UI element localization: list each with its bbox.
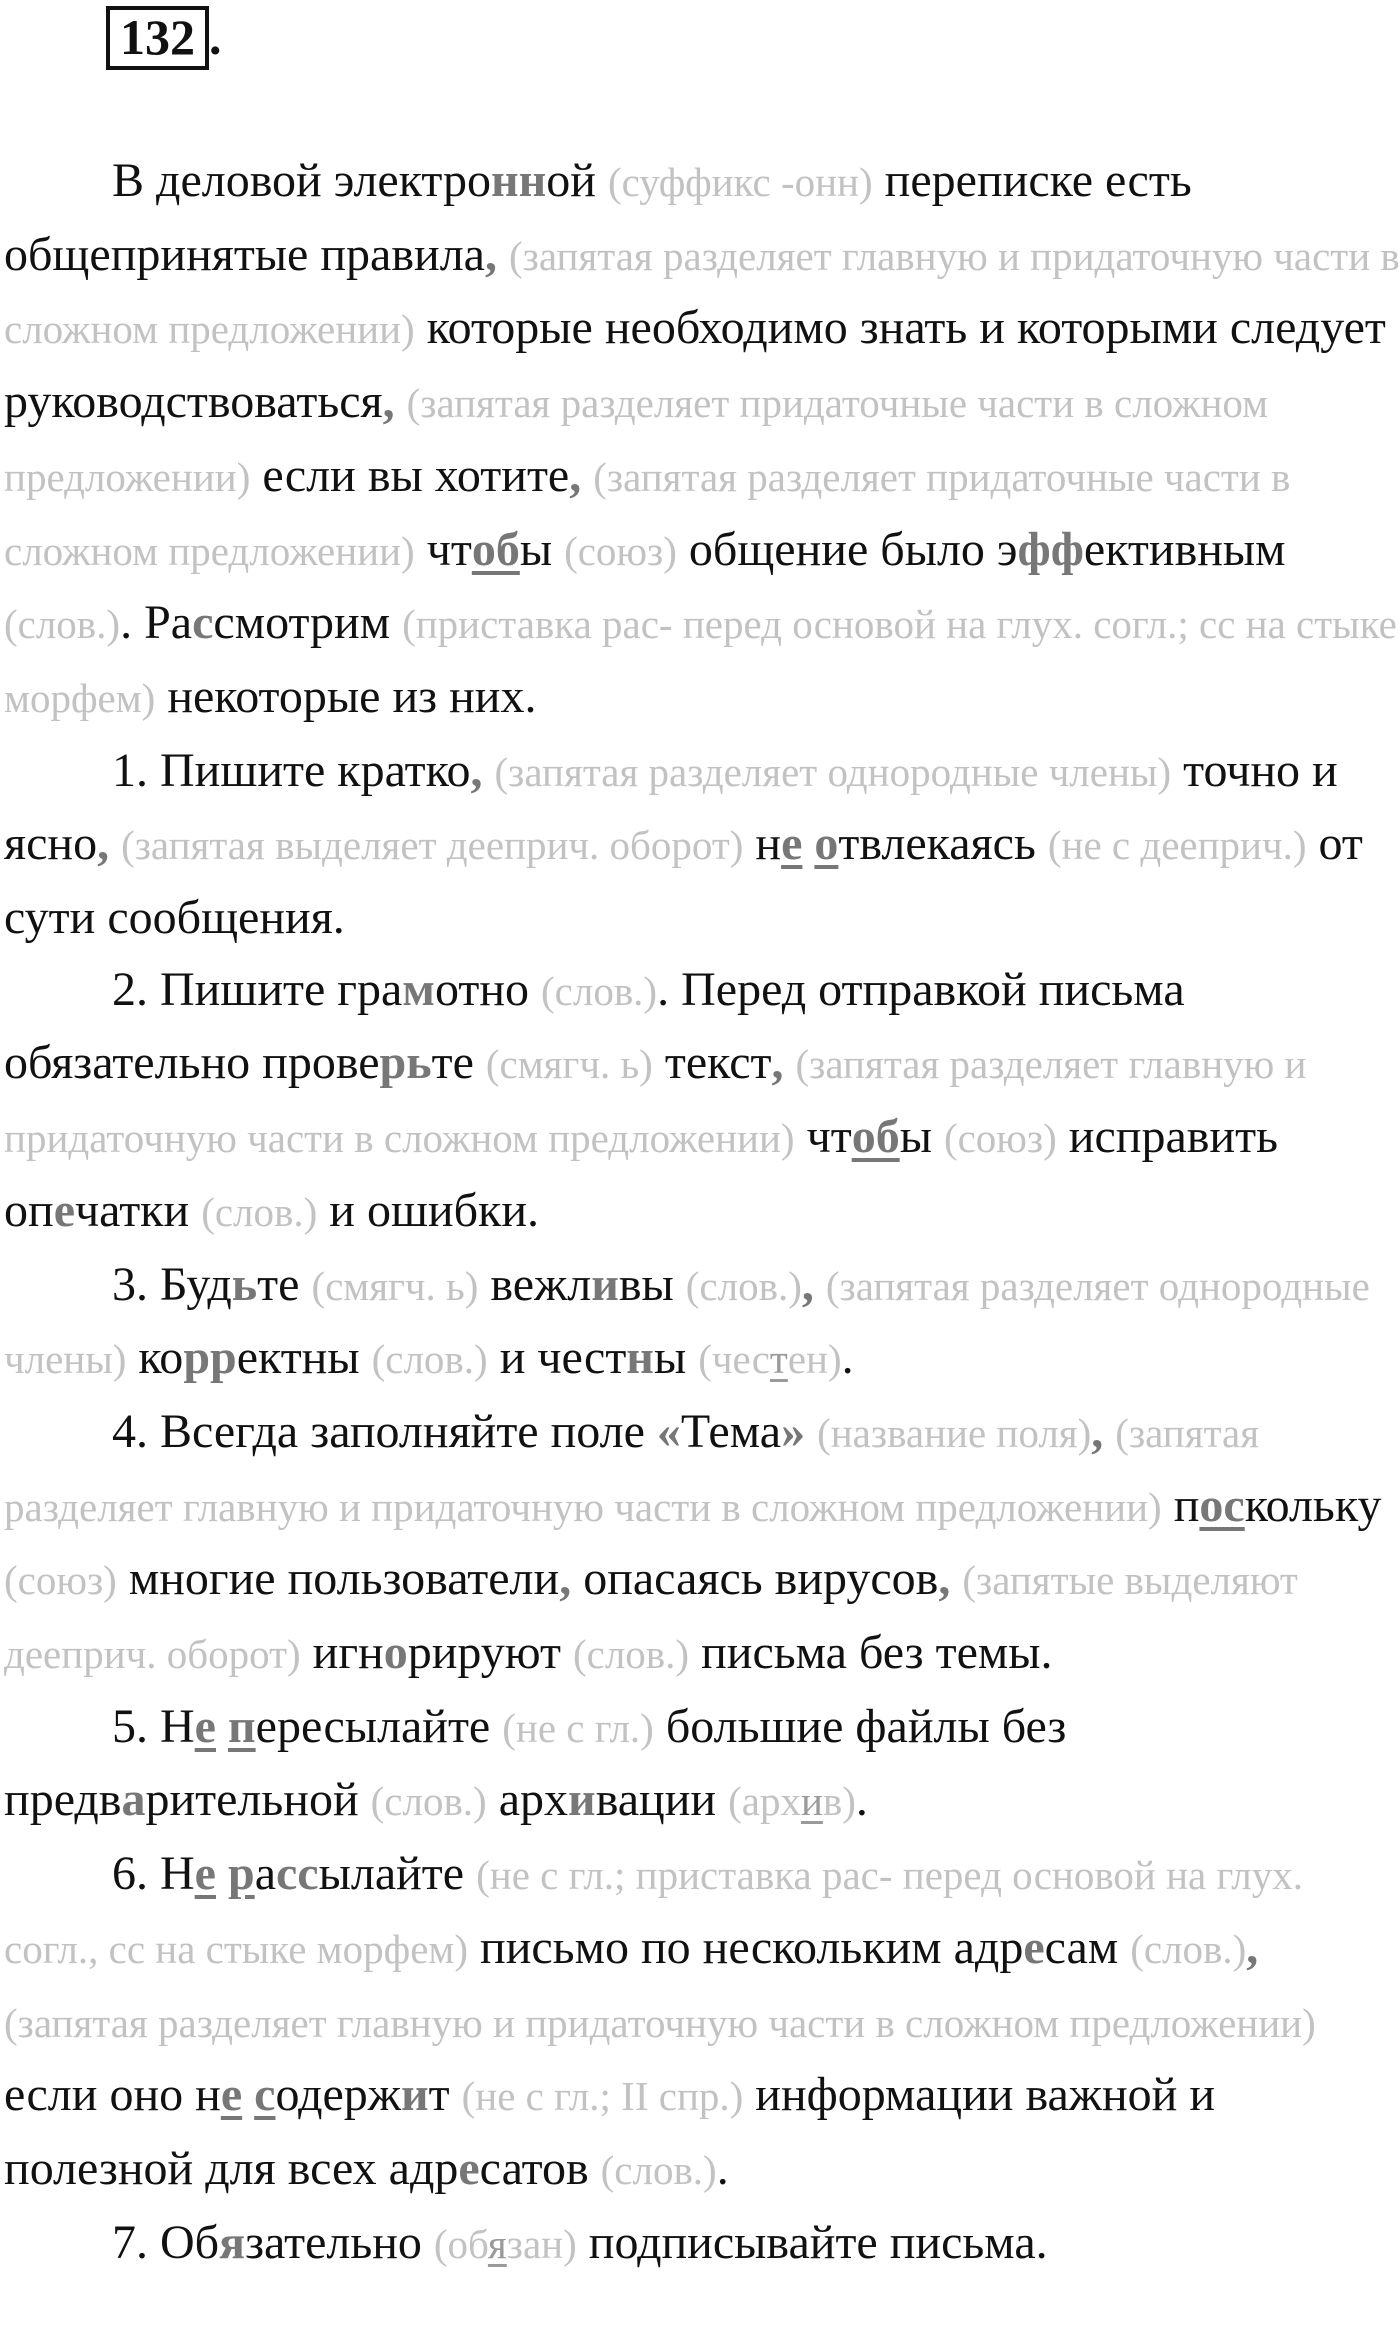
highlighted-letter: , (771, 1036, 784, 1090)
grammar-note: в) (822, 1778, 856, 1825)
underlined-note-letter: и (800, 1778, 823, 1825)
text-segment: опасаясь вирусов (571, 1552, 939, 1606)
text-segment: большие файлы без предв (4, 1699, 1067, 1827)
grammar-note: (союз) (943, 1115, 1057, 1162)
text-segment: . (841, 1331, 854, 1385)
text-segment: если оно н (4, 2068, 221, 2122)
text-segment: вы (618, 1257, 686, 1311)
underlined-highlight: е (194, 1847, 216, 1901)
text-segment: 2. Пишите гра (112, 962, 403, 1016)
grammar-note: (слов.) (541, 967, 658, 1014)
text-segment (814, 1258, 826, 1311)
exercise-text (4, 145, 1400, 2280)
text-segment: чатки (75, 1183, 202, 1237)
text-segment: чт (414, 522, 472, 576)
grammar-note: (приставка рас- перед основой на глух. согл.; сс на стыке морфем) (4, 601, 1397, 721)
text-segment: ы (653, 1331, 699, 1385)
text-segment: арх (486, 1773, 569, 1827)
highlighted-letter: н (626, 1331, 654, 1385)
text-segment: кольку (1244, 1478, 1382, 1532)
paragraph-8 (4, 2207, 1400, 2281)
text-segment: письма без темы. (689, 1626, 1053, 1680)
text-segment: 4. Всегда заполняйте поле (112, 1404, 657, 1458)
highlighted-letter: и (591, 1257, 619, 1311)
text-segment: игн (300, 1626, 384, 1680)
paragraph-1 (4, 145, 1400, 735)
text-segment: рируют (407, 1626, 573, 1680)
text-segment: письмо по нескольким адр (468, 1920, 1024, 1974)
text-segment: ересылайте (255, 1699, 503, 1753)
text-segment: т (428, 2068, 462, 2122)
grammar-note: (чес (698, 1336, 770, 1383)
grammar-note: (союз) (564, 527, 677, 574)
text-segment: 7. Об (112, 2215, 220, 2269)
text-segment: . (716, 2141, 729, 2195)
underlined-highlight: е (194, 1699, 216, 1753)
highlighted-letter: рр (183, 1331, 237, 1385)
underlined-highlight: е (781, 817, 803, 871)
grammar-note: (слов.) (370, 1778, 487, 1825)
text-segment: вации (595, 1773, 729, 1827)
highlighted-letter: р (379, 1036, 407, 1090)
grammar-note: (не с гл.; приставка рас- перед основой на глух. согл., сс на стыке морфем) (4, 1852, 1303, 1972)
underlined-highlight: ос (1199, 1478, 1245, 1532)
highlighted-letter: ь (406, 1036, 432, 1090)
highlighted-letter: е (1023, 1920, 1045, 1974)
underlined-highlight: о (814, 817, 839, 871)
paragraph-2 (4, 735, 1400, 954)
grammar-note: (слов.) (600, 2146, 717, 2193)
highlighted-letter: , (1091, 1404, 1104, 1458)
text-segment: и ошибки. (317, 1183, 540, 1237)
grammar-note: (запятая разделяет главную и придаточную части в сложном предложении) (4, 232, 1400, 353)
text-segment: те (257, 1257, 312, 1311)
text-segment: а (254, 1847, 276, 1901)
highlighted-letter: » (781, 1404, 806, 1458)
grammar-note: (слов.) (572, 1631, 690, 1678)
grammar-note: (слов.) (4, 601, 121, 648)
text-segment: сам (1044, 1920, 1131, 1974)
highlighted-letter: , (97, 817, 110, 871)
text-segment (784, 1036, 796, 1089)
paragraph-4 (4, 1249, 1400, 1396)
highlighted-letter: , (470, 743, 483, 797)
highlighted-letter: сс (276, 1847, 319, 1901)
grammar-note: (запятая выделяет дееприч. оборот) (121, 822, 744, 869)
grammar-note: (смягч. ь) (485, 1041, 653, 1088)
text-segment: многие пользователи (116, 1552, 560, 1606)
text-segment: вежл (478, 1257, 592, 1311)
text-segment: рительной (145, 1773, 371, 1827)
text-segment: общение было э (676, 522, 1018, 576)
text-segment: исправить оп (4, 1110, 1278, 1237)
grammar-note: (запятая разделяет придаточные части в сложном предложении) (4, 380, 1269, 500)
grammar-note: (запятая разделяет придаточные части в сложном предложении) (4, 453, 1291, 574)
text-segment: которые необходимо знать и которыми следует руководствоваться (4, 301, 1386, 429)
highlighted-letter: фф (1017, 522, 1084, 576)
text-segment (395, 375, 407, 428)
highlighted-letter: е (458, 2141, 480, 2195)
text-segment: сатов (479, 2141, 601, 2195)
grammar-note: (запятая разделяет однородные члены) (494, 748, 1172, 795)
text-segment (581, 449, 593, 502)
highlighted-letter: и (568, 1773, 596, 1827)
underlined-highlight: с (254, 2068, 276, 2122)
text-segment: ко (126, 1331, 184, 1385)
grammar-note: (запятая разделяет главную и придаточную части в сложном предложении) (4, 1041, 1307, 1162)
grammar-note: (слов.) (371, 1336, 488, 1383)
text-segment: н (743, 817, 782, 871)
text-segment: Тема (680, 1404, 782, 1458)
text-segment (805, 1405, 817, 1458)
exercise-number-box: 132 (106, 6, 209, 70)
text-segment: . Перед отправкой письма обязательно прове (4, 962, 1185, 1090)
paragraph-7 (4, 1838, 1400, 2207)
grammar-note: (не с гл.; II спр.) (461, 2073, 744, 2120)
text-segment: 1. Пишите кратко (112, 743, 471, 797)
text-segment: ы (519, 522, 565, 576)
text-segment: 6. Н (112, 1847, 195, 1901)
text-segment: ой (546, 154, 608, 207)
paragraph-3 (4, 954, 1400, 1249)
underlined-note-letter: т (769, 1336, 788, 1383)
highlighted-letter: , (569, 448, 582, 502)
highlighted-letter: м (402, 962, 435, 1016)
highlighted-letter: о (383, 1626, 408, 1680)
highlighted-letter: нн (490, 154, 547, 207)
text-segment: ы (899, 1110, 944, 1164)
text-segment: . (855, 1773, 868, 1827)
grammar-note: (слов.) (201, 1188, 318, 1235)
grammar-note: (арх (728, 1778, 801, 1825)
highlighted-letter: « (656, 1404, 681, 1458)
highlighted-letter: и (400, 2068, 429, 2122)
grammar-note: зан) (506, 2220, 577, 2267)
highlighted-letter: , (559, 1552, 572, 1606)
grammar-note: (суффикс -онн) (607, 159, 873, 205)
underlined-highlight: п (227, 1699, 256, 1753)
highlighted-letter: , (484, 227, 497, 281)
text-segment: . Ра (120, 596, 193, 650)
paragraph-6 (4, 1691, 1400, 1838)
text-segment (950, 1552, 962, 1605)
text-segment: текст (652, 1036, 772, 1090)
underlined-highlight: е (220, 2068, 243, 2122)
text-segment (216, 1847, 228, 1900)
underlined-highlight: об (471, 522, 520, 576)
text-segment (109, 817, 121, 870)
grammar-note: ен) (787, 1336, 842, 1383)
exercise-number (106, 6, 222, 70)
text-segment: и чест (487, 1331, 627, 1385)
highlighted-letter: ь (231, 1257, 258, 1311)
text-segment (242, 2068, 254, 2121)
grammar-note: (слов.) (1130, 1925, 1247, 1972)
text-segment: 5. Н (112, 1699, 195, 1753)
text-segment: некоторые из них. (155, 669, 537, 723)
text-segment: информации важной и полезной для всех адр (4, 2068, 1216, 2195)
highlighted-letter: , (382, 375, 395, 429)
text-segment: точно и ясно (4, 743, 1338, 871)
text-segment (1103, 1405, 1115, 1458)
grammar-note: (запятая разделяет однородные члены) (4, 1262, 1370, 1383)
text-segment: п (1161, 1478, 1200, 1532)
exercise-number-dot: . (209, 9, 222, 65)
highlighted-letter: е (53, 1183, 75, 1237)
text-segment: твлекаясь (838, 817, 1048, 871)
text-segment: ектны (236, 1331, 372, 1385)
text-segment (802, 817, 814, 870)
text-segment (216, 1700, 228, 1753)
text-segment: те (431, 1036, 486, 1090)
grammar-note: (об (433, 2220, 488, 2267)
highlighted-letter: а (121, 1773, 146, 1827)
underlined-highlight: р (227, 1847, 255, 1901)
text-segment: смотрим (213, 596, 403, 650)
text-segment (483, 744, 495, 797)
grammar-note: (смягч. ь) (311, 1262, 479, 1309)
text-segment: зательно (245, 2215, 434, 2269)
highlighted-letter: , (801, 1257, 814, 1311)
text-segment (497, 228, 509, 281)
text-segment: ылайте (318, 1847, 477, 1901)
text-segment: если вы хотите (250, 448, 570, 502)
text-segment: от сути сообщения. (4, 817, 1363, 945)
grammar-note: (запятая разделяет главную и придаточную части в сложном предложении) (4, 1409, 1260, 1530)
text-segment: отно (434, 962, 542, 1016)
highlighted-letter: я (219, 2215, 246, 2269)
underlined-note-letter: я (487, 2220, 507, 2267)
text-segment: одерж (275, 2068, 401, 2122)
highlighted-letter: с (192, 596, 214, 650)
highlighted-letter: , (938, 1552, 951, 1606)
text-segment: 3. Буд (112, 1257, 232, 1311)
text-segment: подписывайте письма. (576, 2215, 1048, 2269)
grammar-note: (не с гл.) (502, 1704, 654, 1751)
underlined-highlight: об (851, 1110, 900, 1164)
text-segment: переписке есть общепринятые правила (4, 154, 1192, 281)
text-segment: ективным (1083, 522, 1286, 576)
highlighted-letter: , (1246, 1920, 1259, 1974)
text-segment: чт (794, 1110, 852, 1164)
grammar-note: (запятые выделяют дееприч. оборот) (4, 1557, 1298, 1678)
grammar-note: (слов.) (685, 1262, 802, 1309)
paragraph-5 (4, 1396, 1400, 1691)
grammar-note: (запятая разделяет главную и придаточную части в сложном предложении) (4, 1999, 1316, 2046)
text-segment: В деловой электро (112, 154, 491, 207)
grammar-note: (союз) (4, 1557, 117, 1604)
grammar-note: (название поля) (817, 1409, 1092, 1456)
grammar-note: (не с дееприч.) (1047, 822, 1307, 869)
